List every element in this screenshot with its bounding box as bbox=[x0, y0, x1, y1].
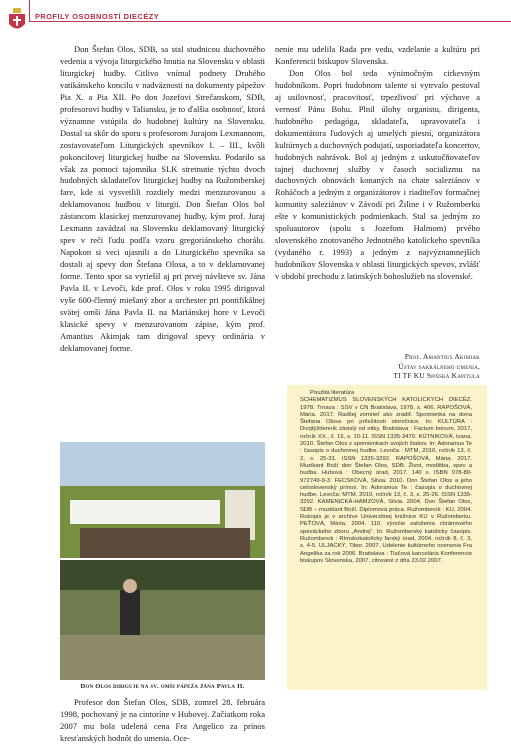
author-name: Prof. Amantius Akimjak bbox=[404, 352, 480, 361]
author-signature bbox=[330, 352, 480, 381]
page-header bbox=[0, 0, 511, 40]
literature-heading: Použitá literatúra bbox=[310, 390, 355, 396]
section-title: PROFILY OSOBNOSTÍ DIECÉZY bbox=[35, 12, 160, 21]
literature-list bbox=[300, 390, 472, 565]
left-column-bottom bbox=[60, 697, 265, 745]
right-column bbox=[275, 44, 480, 283]
photo-conductor-illustration bbox=[60, 560, 265, 680]
literature-text: SCHEMATIZMUS SLOVENSKÝCH KATOLÍCKYCH DIECÉZ. 1978. Trnava : SSV v CN Bratislava, 1978, s. 406. RAPOŠOVÁ, Mária. 2017. Radšej zomrieť ako zradiť. Spomienka na dona Štefana Olosa pri príležitosti storočnice. In: KULTÚRA : Dvojtýždenník závislý od etiky. Bratislava : Factum bonum, 2017, ročník XX., č. 16, s. 10-11. ISSN 1335-3470. KÚTNIKOVÁ, Ivana. 2010. Štefan Olos v spomienkach svojich žiakov. In: Adoramus Te : časopis o duchovnej hudbe. Levoča : MTM, 2010, ročník 13, č. 2, s. 25-31. ISSN 1335-3292. RAPOŠOVÁ, Mária. 2017. Muzikant Boží don Štefan Olos, SDB. Život, modlitba, spev a hudba. Hubová : Obecný úrad, 2017. 140 s. ISBN 978-80-972749-9-3. FECSKOVÁ, Silvia. 2010. Don Štefan Olos a jeho celoslovenský prínos. In: Adoramus Te : časopis o duchovnej hudbe. Levoča: MTM, 2010, ročník 13, č. 3, s. 25-26. ISSN 1335-3292. KAMENICKÁ-HAMZOVÁ, Silvia. 2004. Don Štefan Olos, SDB – muzikant Boží. Diplomová práca. Ružomberok : KU, 2004. Rukopis je v archíve Univerzitnej knižnice KU v Ružomberku. PEŤOVÁ, Mária. 2004. 110. výročie založenia chrámového speváckeho zboru „Andrej“. In: Ružomberský katolícky časopis. Ružomberok : Rímskokatolícky farský úrad, 2004, ročník 8, č. 3, s. 4-5. ULJACKÝ, Tibor. 2007. Udelenie kultúrneho ocenenia Fra Angelika za rok 2006. Bratislava : Tlačová kancelária Konferencie biskupov Slovenska, 2007, citované z dňa 23.02.2007. bbox=[300, 397, 472, 564]
diocese-coat-of-arms-icon bbox=[5, 6, 29, 34]
paragraph-continued: nenie mu udelila Rada pre vedu, vzdelanie a kultúru pri Konferencii biskupov Slovenska. bbox=[275, 44, 480, 66]
photo-crowd-illustration bbox=[60, 442, 265, 558]
author-affiliation: TI TF KU Spišská Kapitula bbox=[393, 371, 480, 381]
photo-choir-outdoor bbox=[60, 442, 265, 558]
paragraph: Profesor don Štefan Olos, SDB, zomrel 28. februára 1998, pochovaný je na cintoríne v Hubovej. Začiatkom roka 2007 mu bola udelená cena Fra Angelico za prínos kresťanských hodnôt do umenia. Oce- bbox=[60, 697, 265, 743]
paragraph: Don Olos bol teda výnimočným cirkevným hudobníkom. Popri hudobnom talente si vytrvalo pestoval aj usilovnosť, pracovitosť, trpezlivosť pri výchove a vernosť Pánu Bohu. Plnil úlohy organistu, dirigenta, hudobného pedagóga, skladateľa, upravovateľa i dokumentátora ľudových aj umelých piesní, organizátora kultúrnych a duchovných podujatí, usporiadateľa koncertov, hudobných nahrávok. Bol aj jedným z uskutočňovateľov tajnej duchovnej služby v časoch socializmu na duchovných obnovách konaných na chate saleziánov v Roháčoch a jedným z organizátorov i riaditeľov formačnej komunity saleziánov v Závodí pri Žiline i v Ružomberku ešte v komunistických podmienkach. Stal sa jedným zo spoluautorov (spolu s Jozefom Halmom) prvého slovenského znotovaného Jednotného katolíckeho spevníka (vydaného r. 1993) a jedným z najvýznamnejších hudobníkov Slovenska v oblasti liturgických spevov, zvlášť v období prechodu z latinských bohoslužieb na slovenské. bbox=[275, 67, 480, 282]
header-divider bbox=[29, 21, 511, 22]
paragraph: Don Štefan Olos, SDB, sa stal studnicou duchovného vedenia a vývoja liturgického hnutia na Slovensku v oblasti liturgickej hudby. Citlivo vnímal podnety Druhého vatikánskeho koncilu v nadväznosti na dokumenty pápežov Pia X. a Pia XII. Po don Jozefovi Strečanskom, SDB, profesorovi hudby v Taliansku, je to ďalšia osobnosť, ktorá významne vstúpila do hudobnej kultúry na Slovensku. Dostal sa skôr do sporu s profesorom Jurajom Lexmannom, zostavovateľom Liturgických spevníkov I. – III., kvôli pokoncilovej liturgickej hudbe na Slovensku. Podarilo sa však za pomoci tajomníka SLK stretnutie týchto dvoch hudobných skladateľov liturgickej hudby na Ružomberskej fare, kde si vysvetlili rozdiely medzi menzurovanou a deklamovanou hudbou v liturgii. Don Štefan Olos bol zástancom klasickej menzurovanej hudby, kým prof. Juraj Lexmann zavádzal na Slovensku deklamovaný liturgický spev v reči ľudu podľa vzoru gregoriánskeho chorálu. Napokon si veci ujasnili a do Liturgického spevníka sa dostali aj spevy don Štefana Olosa, a to v deklamovanej forme. Tento spor sa vyriešil aj pri prvej návšteve sv. Jána Pavla II. v Levoči, kde prof. Olos v roku 1995 dirigoval vyše 600-členný miešaný zbor a orchester pri pontifikálnej svätej omši Jána Pavla II. na Mariánskej hore v Levoči klasické spevy v menzurovanom zápise, kým prof. Amantius Akimjak tam dirigoval spevy ordinária v deklamovanej forme. bbox=[60, 44, 265, 353]
header-divider-vertical bbox=[29, 0, 30, 21]
photo-caption: Don Olos diriguje na sv. omši pápeža Jána Pavla II. bbox=[80, 683, 245, 690]
photo-conducting bbox=[60, 560, 265, 680]
author-institute: Ústav sakrálneho umenia, bbox=[398, 361, 480, 371]
left-column bbox=[60, 44, 265, 355]
